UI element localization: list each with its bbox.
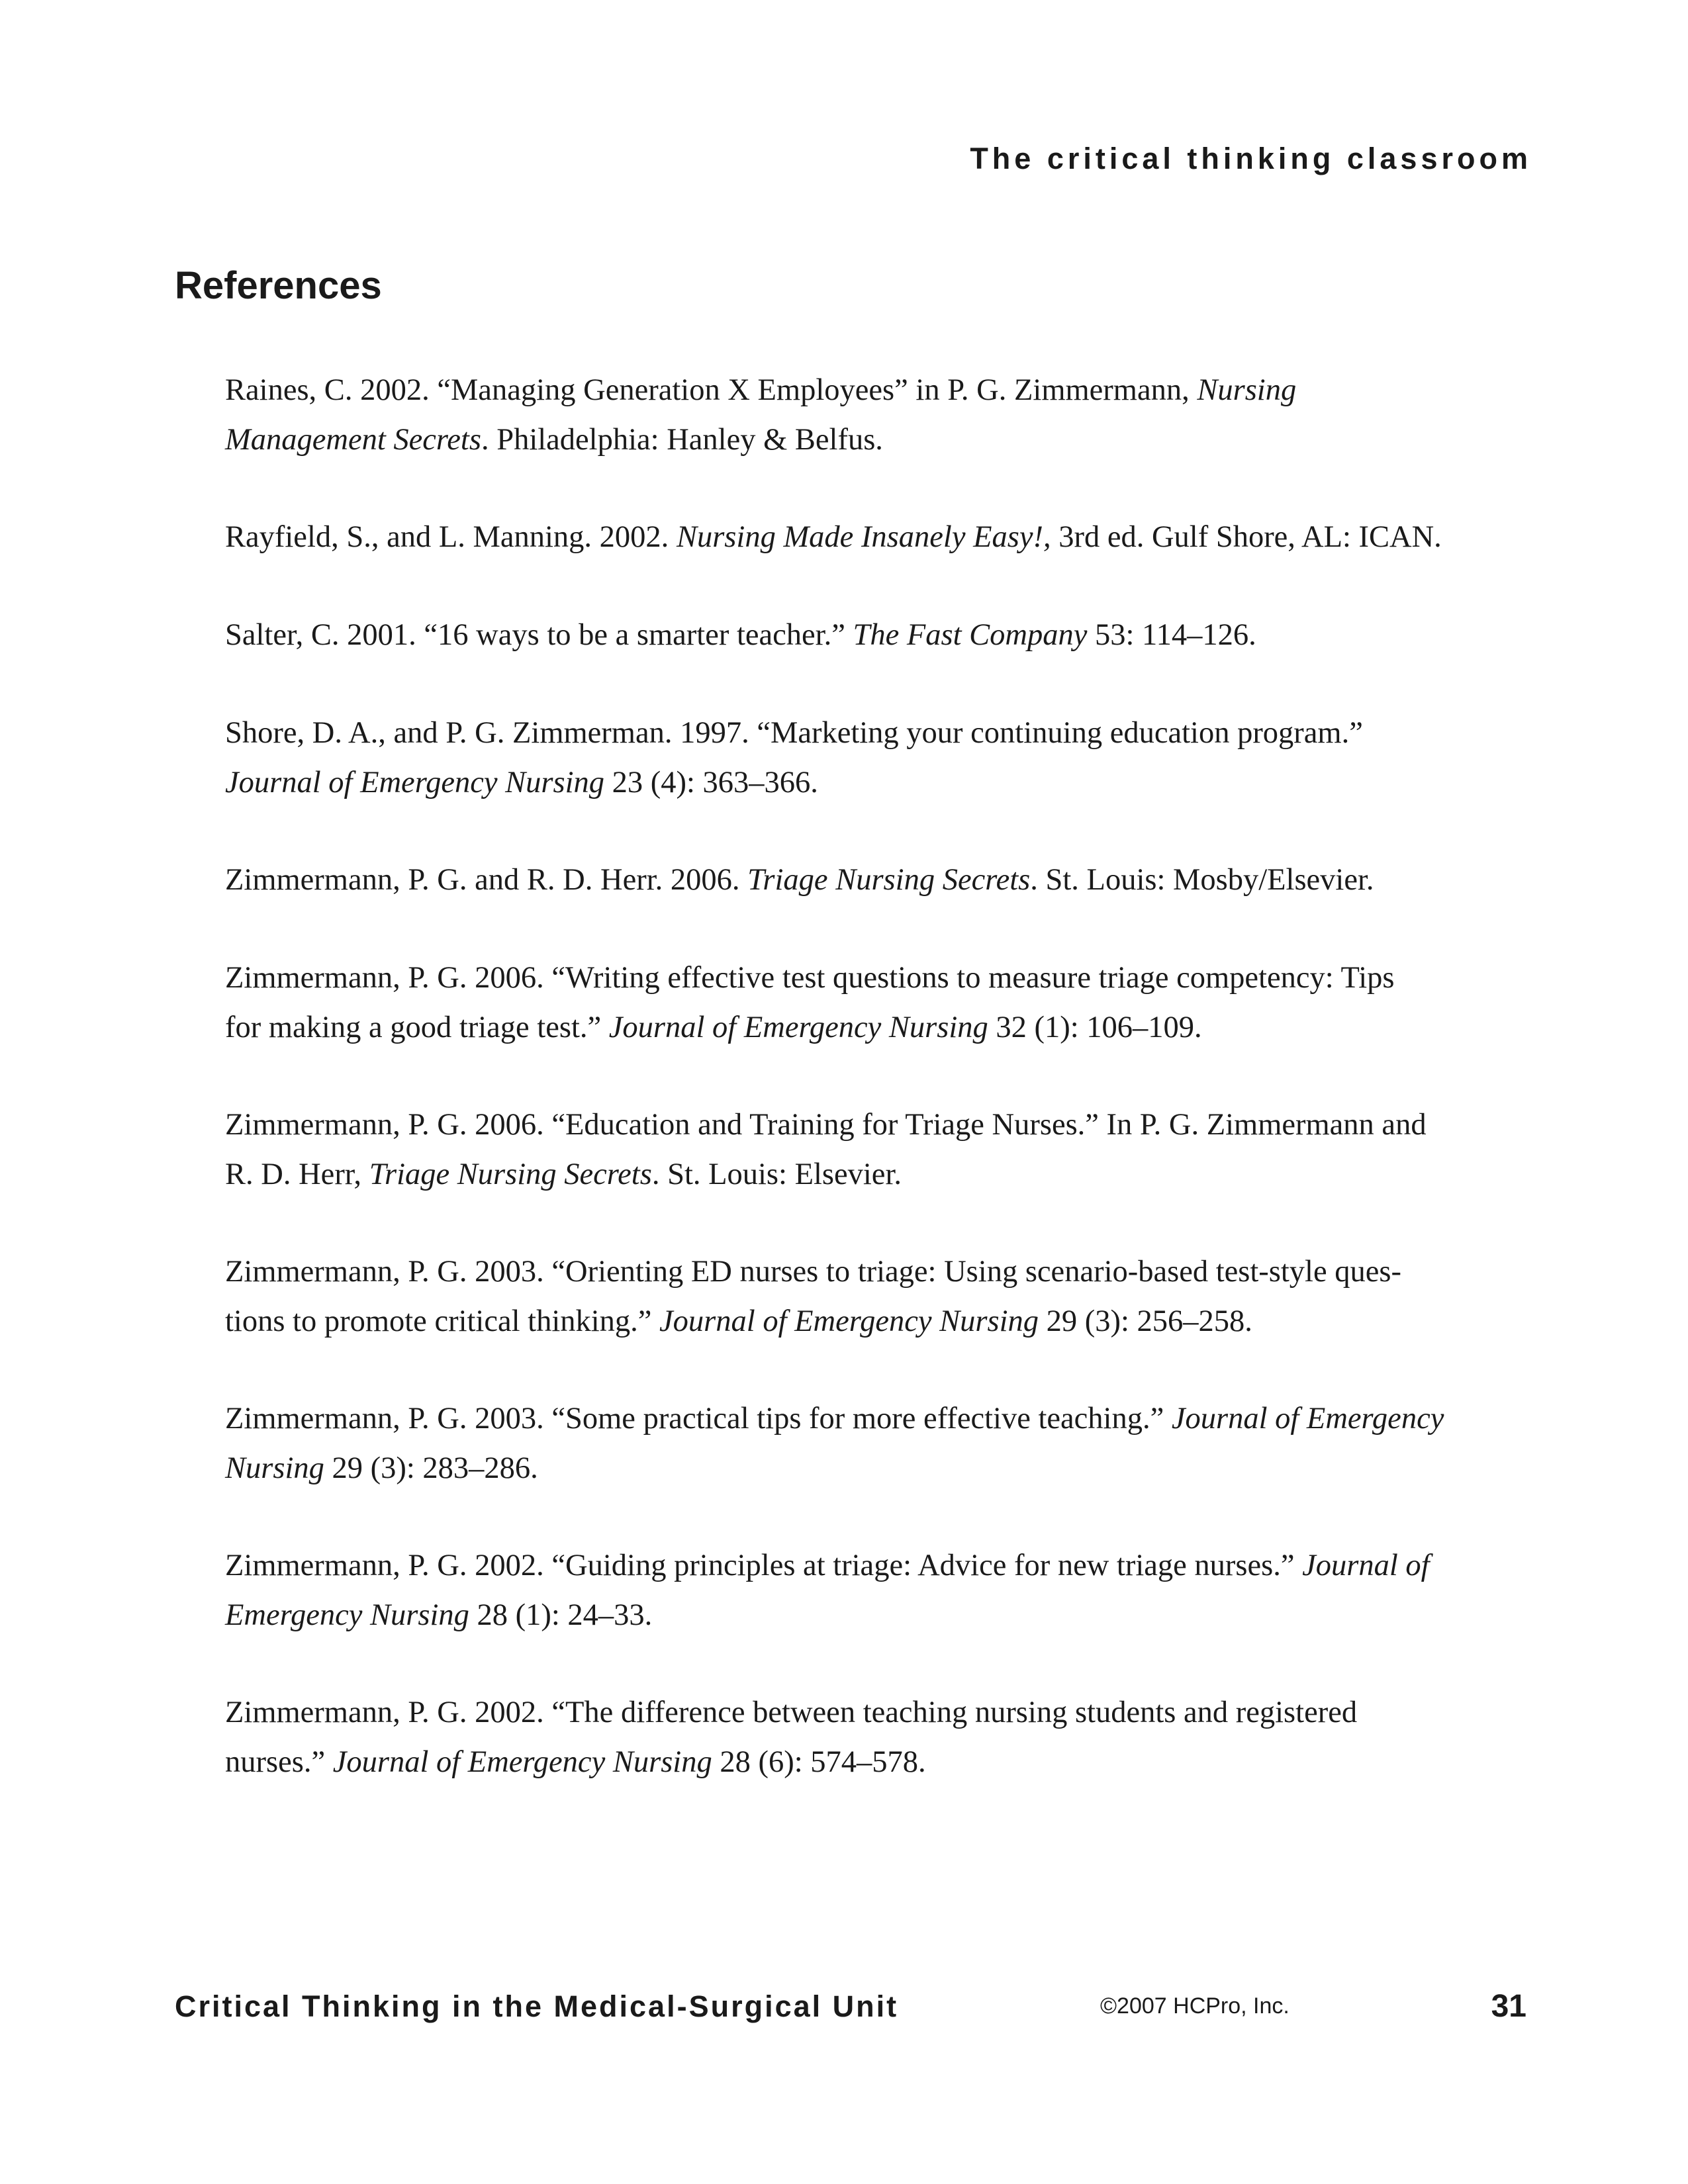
reference-text: 3rd ed. Gulf Shore, AL: ICAN. bbox=[1051, 520, 1442, 554]
reference-entry bbox=[225, 512, 1542, 562]
reference-text: . St. Louis: Mosby/Elsevier. bbox=[1030, 863, 1374, 897]
reference-text: Zimmermann, P. G. 2003. “Some practical tips for more effective teaching.” bbox=[225, 1402, 1172, 1435]
reference-text: . Philadelphia: Hanley & Belfus. bbox=[481, 423, 883, 457]
reference-entry bbox=[225, 1541, 1542, 1640]
reference-italic-text: Nursing bbox=[1197, 373, 1297, 407]
reference-line bbox=[225, 1590, 1542, 1640]
reference-text: . St. Louis: Elsevier. bbox=[651, 1158, 902, 1191]
reference-italic-text: Triage Nursing Secrets bbox=[747, 863, 1031, 897]
reference-line bbox=[225, 415, 1542, 465]
reference-italic-text: Journal of Emergency Nursing bbox=[659, 1304, 1039, 1338]
section-title: References bbox=[175, 264, 382, 307]
reference-text: Zimmermann, P. G. 2006. “Education and Training for Triage Nurses.” In P. G. Zimmermann and bbox=[225, 1108, 1427, 1142]
reference-italic-text: Nursing bbox=[225, 1451, 324, 1485]
reference-italic-text: The Fast Company bbox=[853, 618, 1088, 652]
footer-copyright: ©2007 HCPro, Inc. bbox=[1100, 1993, 1289, 2019]
reference-line bbox=[225, 1247, 1542, 1297]
reference-text: for making a good triage test.” bbox=[225, 1011, 609, 1044]
reference-text: 29 (3): 256–258. bbox=[1039, 1304, 1252, 1338]
reference-text: Raines, C. 2002. “Managing Generation X Employees” in P. G. Zimmermann, bbox=[225, 373, 1197, 407]
reference-line bbox=[225, 365, 1542, 415]
reference-entry bbox=[225, 1247, 1542, 1346]
reference-text: 28 (1): 24–33. bbox=[469, 1598, 653, 1632]
reference-text: R. D. Herr, bbox=[225, 1158, 369, 1191]
reference-line bbox=[225, 1297, 1542, 1346]
reference-text: 28 (6): 574–578. bbox=[712, 1745, 926, 1779]
reference-text: Salter, C. 2001. “16 ways to be a smarter teacher.” bbox=[225, 618, 853, 652]
reference-italic-text: Journal of Emergency bbox=[1171, 1402, 1444, 1435]
reference-text: tions to promote critical thinking.” bbox=[225, 1304, 660, 1338]
reference-entry bbox=[225, 610, 1542, 660]
reference-italic-text: Journal of bbox=[1302, 1549, 1430, 1582]
reference-line bbox=[225, 1541, 1542, 1590]
reference-text: Zimmermann, P. G. 2006. “Writing effective test questions to measure triage competency: Tips bbox=[225, 961, 1395, 995]
reference-italic-text: Journal of Emergency Nursing bbox=[332, 1745, 712, 1779]
reference-line bbox=[225, 1737, 1542, 1787]
reference-text: Zimmermann, P. G. 2002. “The difference between teaching nursing students and registered bbox=[225, 1696, 1358, 1729]
reference-entry bbox=[225, 365, 1542, 465]
reference-italic-text: Emergency Nursing bbox=[225, 1598, 469, 1632]
reference-line bbox=[225, 708, 1542, 758]
reference-italic-text: Management Secrets bbox=[225, 423, 481, 457]
reference-entry bbox=[225, 1688, 1542, 1787]
reference-entry bbox=[225, 855, 1542, 905]
reference-line bbox=[225, 610, 1542, 660]
reference-text: Shore, D. A., and P. G. Zimmerman. 1997. “Marketing your continuing education program.” bbox=[225, 716, 1363, 750]
reference-text: 53: 114–126. bbox=[1087, 618, 1256, 652]
reference-line bbox=[225, 758, 1542, 807]
reference-entry bbox=[225, 1100, 1542, 1199]
reference-text: 29 (3): 283–286. bbox=[324, 1451, 538, 1485]
reference-italic-text: Journal of Emergency Nursing bbox=[608, 1011, 988, 1044]
footer-book-title: Critical Thinking in the Medical-Surgical Unit bbox=[175, 1989, 899, 2023]
reference-italic-text: Triage Nursing Secrets bbox=[369, 1158, 652, 1191]
reference-entry bbox=[225, 953, 1542, 1052]
reference-line bbox=[225, 512, 1542, 562]
reference-line bbox=[225, 1394, 1542, 1443]
reference-line bbox=[225, 855, 1542, 905]
page-number: 31 bbox=[1491, 1989, 1526, 2024]
reference-line bbox=[225, 1443, 1542, 1493]
reference-line bbox=[225, 1150, 1542, 1199]
reference-entry bbox=[225, 708, 1542, 807]
reference-text: nurses.” bbox=[225, 1745, 333, 1779]
reference-text: Zimmermann, P. G. 2002. “Guiding principles at triage: Advice for new triage nurses.” bbox=[225, 1549, 1303, 1582]
running-head: The critical thinking classroom bbox=[970, 142, 1532, 175]
reference-text: Zimmermann, P. G. and R. D. Herr. 2006. bbox=[225, 863, 748, 897]
reference-italic-text: Journal of Emergency Nursing bbox=[225, 766, 604, 799]
reference-text: Rayfield, S., and L. Manning. 2002. bbox=[225, 520, 677, 554]
reference-text: 23 (4): 363–366. bbox=[604, 766, 818, 799]
reference-line bbox=[225, 1003, 1542, 1052]
reference-line bbox=[225, 1100, 1542, 1150]
reference-italic-text: Nursing Made Insanely Easy!, bbox=[676, 520, 1051, 554]
reference-line bbox=[225, 953, 1542, 1003]
reference-text: Zimmermann, P. G. 2003. “Orienting ED nurses to triage: Using scenario-based test-style ques- bbox=[225, 1255, 1401, 1289]
reference-entry bbox=[225, 1394, 1542, 1493]
reference-text: 32 (1): 106–109. bbox=[988, 1011, 1202, 1044]
reference-line bbox=[225, 1688, 1542, 1737]
